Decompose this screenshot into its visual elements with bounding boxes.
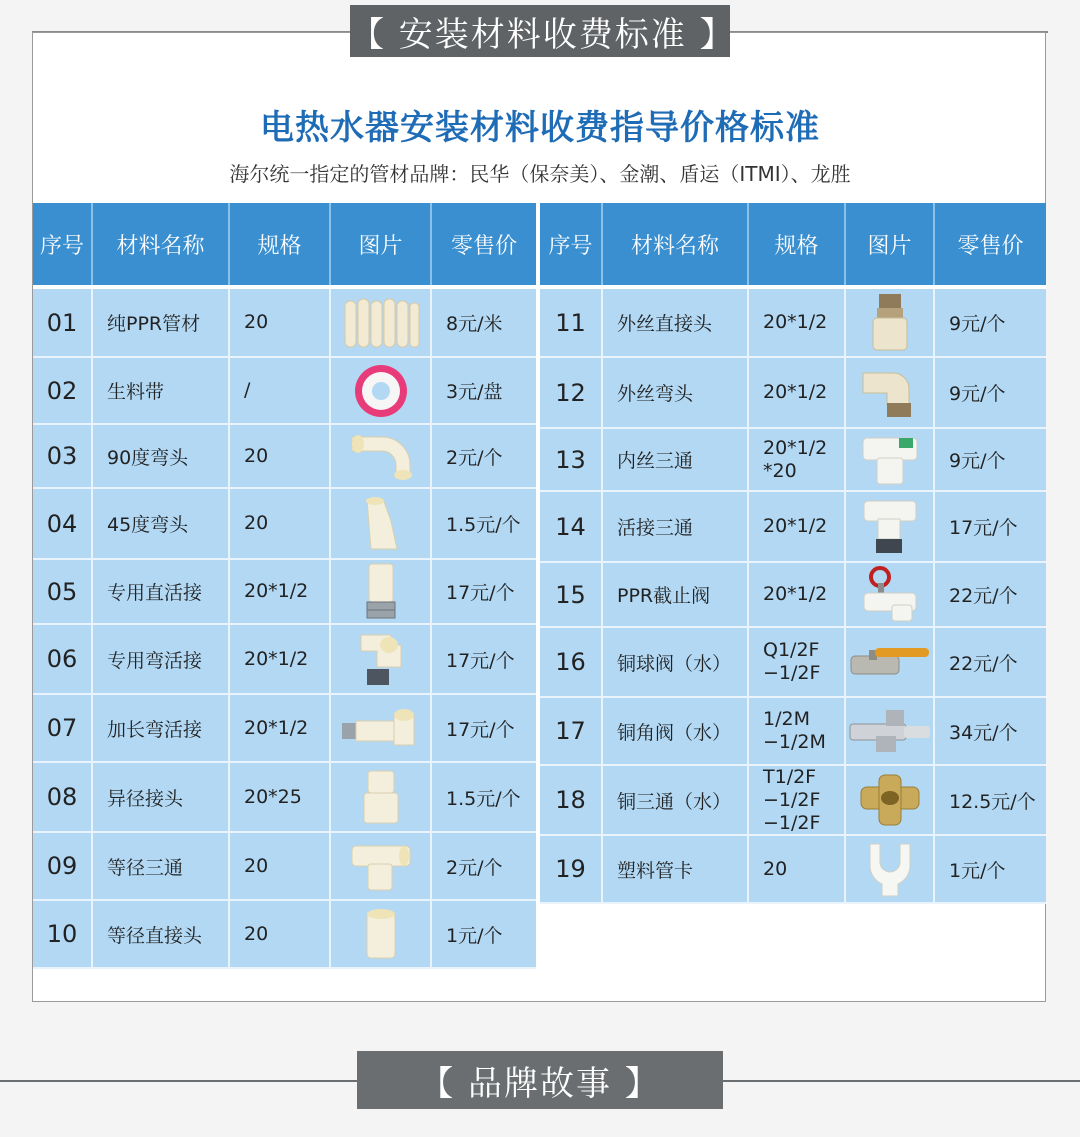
material-name (603, 358, 749, 427)
retail-price (935, 836, 1046, 902)
material-name-text: 内丝三通 (617, 450, 694, 472)
section-banner-install: 【 安装材料收费标准 】 (350, 5, 730, 57)
spec (230, 560, 331, 623)
material-name-text: 铜球阀（水） (617, 652, 732, 675)
table-row (33, 695, 536, 763)
retail-price-text: 17元/个 (446, 718, 515, 741)
row-number-text: 17 (555, 717, 586, 745)
table-row (33, 425, 536, 489)
union-tee-icon (860, 497, 920, 557)
column-header: 规格 (230, 203, 331, 285)
long-elbow-union-icon (338, 705, 424, 751)
row-number (33, 763, 93, 831)
male-thread-coupling-icon (865, 292, 915, 354)
retail-price-text: 22元/个 (949, 585, 1018, 607)
retail-price (432, 695, 536, 761)
row-number (540, 766, 603, 834)
spec-text: 20 (763, 857, 788, 880)
table-row (540, 766, 1046, 836)
retail-price (935, 563, 1046, 626)
retail-price (935, 766, 1046, 834)
column-header: 图片 (846, 203, 935, 285)
retail-price-text: 8元/米 (446, 313, 503, 335)
table-row (540, 836, 1046, 904)
retail-price (432, 425, 536, 487)
price-table-right (540, 203, 1046, 904)
table-row (33, 625, 536, 695)
material-name (93, 358, 230, 423)
row-number-text: 14 (555, 512, 586, 541)
elbow-90-icon (346, 431, 416, 481)
row-number (540, 563, 603, 626)
spec-text: 20*1/2 (244, 580, 309, 602)
spec-text: 20*1/2 (763, 311, 828, 333)
retail-price (935, 628, 1046, 696)
spec (749, 289, 846, 356)
row-number (33, 425, 93, 487)
row-number (33, 625, 93, 693)
retail-price-text: 1元/个 (446, 924, 503, 947)
table-row (33, 833, 536, 901)
material-name-text: 专用弯活接 (107, 649, 203, 672)
spec (230, 901, 331, 967)
table-row (33, 901, 536, 969)
retail-price-text: 1.5元/个 (446, 787, 521, 810)
table-row (540, 563, 1046, 628)
retail-price (935, 698, 1046, 764)
product-image (846, 563, 935, 626)
product-image (331, 289, 432, 356)
material-name-text: 生料带 (107, 381, 165, 403)
retail-price (432, 625, 536, 693)
row-number (540, 698, 603, 764)
spec (749, 358, 846, 427)
material-name-text: 塑料管卡 (617, 859, 694, 882)
table-row (540, 698, 1046, 766)
material-name (603, 698, 749, 764)
material-name-text: 活接三通 (617, 517, 694, 539)
table-row (33, 289, 536, 358)
row-number-text: 18 (555, 786, 586, 814)
table-row (33, 560, 536, 625)
column-header: 图片 (331, 203, 432, 285)
material-name-text: 等径三通 (107, 856, 184, 879)
spec-text: 20*1/2 (763, 583, 828, 605)
retail-price (432, 560, 536, 623)
spec-text: 20 (244, 512, 269, 534)
row-number (33, 358, 93, 423)
pipe-clip-icon (862, 838, 918, 900)
product-image (331, 560, 432, 623)
retail-price-text: 17元/个 (949, 517, 1018, 539)
spec (749, 766, 846, 834)
row-number-text: 03 (46, 442, 78, 470)
row-number (540, 358, 603, 427)
material-name (603, 492, 749, 561)
retail-price-text: 22元/个 (949, 652, 1018, 675)
spec-text: 20*1/2 *20 (763, 436, 828, 482)
material-name-text: 外丝弯头 (617, 383, 694, 405)
brass-tee-icon (857, 773, 923, 827)
table-row (540, 628, 1046, 698)
row-number-text: 19 (555, 855, 586, 883)
retail-price-text: 34元/个 (949, 721, 1018, 744)
equal-tee-icon (348, 840, 414, 892)
row-number (540, 628, 603, 696)
row-number-text: 07 (46, 714, 78, 742)
stop-valve-icon (858, 565, 922, 625)
retail-price (432, 358, 536, 423)
material-name-text: 外丝直接头 (617, 313, 713, 335)
retail-price-text: 1.5元/个 (446, 514, 521, 536)
column-header: 材料名称 (603, 203, 749, 285)
product-image (331, 358, 432, 423)
table-row (540, 429, 1046, 492)
material-name (93, 901, 230, 967)
retail-price-text: 9元/个 (949, 450, 1006, 472)
material-name-text: PPR截止阀 (617, 585, 711, 607)
material-name (603, 766, 749, 834)
row-number-text: 08 (46, 783, 78, 811)
spec-text: 20 (244, 922, 269, 945)
spec (230, 289, 331, 356)
spec-text: 20*1/2 (763, 515, 828, 537)
row-number-text: 01 (46, 308, 78, 337)
product-image (331, 695, 432, 761)
spec-text: 20 (244, 444, 269, 467)
row-number-text: 06 (46, 645, 78, 673)
material-name-text: 等径直接头 (107, 924, 203, 947)
material-name-text: 纯PPR管材 (107, 313, 201, 335)
spec (230, 625, 331, 693)
column-header: 零售价 (957, 233, 1024, 259)
spec-text: / (244, 379, 251, 401)
retail-price-text: 12.5元/个 (949, 790, 1036, 813)
row-number (33, 833, 93, 899)
row-number-text: 04 (46, 509, 78, 538)
column-header: 材料名称 (93, 203, 230, 285)
retail-price-text: 9元/个 (949, 383, 1006, 405)
material-name (93, 425, 230, 487)
row-number-text: 12 (555, 378, 586, 407)
column-header: 零售价 (450, 233, 517, 259)
material-name (603, 836, 749, 902)
section-banner-brand-story: 【 品牌故事 】 (357, 1051, 723, 1109)
spec-text: 20 (244, 311, 269, 333)
material-name-text: 铜角阀（水） (617, 721, 732, 744)
material-name (93, 289, 230, 356)
retail-price-text: 17元/个 (446, 649, 515, 672)
product-image (331, 489, 432, 558)
retail-price (935, 358, 1046, 427)
spec-text: Q1/2F −1/2F (763, 639, 821, 684)
ppr-pipe-icon (341, 295, 421, 351)
spec (230, 763, 331, 831)
row-number-text: 13 (555, 445, 586, 474)
material-name-text: 铜三通（水） (617, 790, 732, 813)
product-image (846, 766, 935, 834)
row-number (33, 901, 93, 967)
material-name (93, 625, 230, 693)
column-header: 序号 (33, 203, 93, 285)
row-number-text: 02 (46, 376, 78, 405)
row-number-text: 15 (555, 580, 586, 609)
ball-valve-icon (847, 640, 933, 684)
table-row (33, 358, 536, 425)
retail-price (432, 489, 536, 558)
row-number (33, 489, 93, 558)
retail-price (432, 289, 536, 356)
row-number (33, 695, 93, 761)
material-name-text: 加长弯活接 (107, 718, 203, 741)
spec-text: 20 (244, 854, 269, 877)
column-header: 序号 (540, 203, 603, 285)
spec (749, 563, 846, 626)
table-row (33, 489, 536, 560)
product-image (331, 425, 432, 487)
page-title: 电热水器安装材料收费指导价格标准 (260, 108, 820, 148)
row-number-text: 10 (46, 920, 78, 948)
spec (749, 836, 846, 902)
retail-price-text: 2元/个 (446, 446, 503, 469)
table-row (540, 358, 1046, 429)
brand-subtitle: 海尔统一指定的管材品牌：民华（保奈美）、金潮、盾运（ITMI）、龙胜 (229, 162, 851, 186)
product-image (846, 358, 935, 427)
female-thread-tee-icon (859, 432, 921, 488)
retail-price-text: 1元/个 (949, 859, 1006, 882)
male-thread-elbow-icon (857, 365, 923, 421)
product-image (331, 901, 432, 967)
row-number-text: 09 (46, 852, 78, 880)
row-number-text: 11 (555, 308, 586, 337)
spec-text: T1/2F −1/2F −1/2F (763, 765, 821, 834)
row-number-text: 05 (46, 577, 78, 606)
table-header (33, 203, 536, 285)
spec (230, 425, 331, 487)
spec-text: 20*1/2 (244, 716, 309, 739)
product-image (846, 429, 935, 490)
angle-valve-icon (846, 706, 934, 756)
spec (230, 695, 331, 761)
material-name (603, 289, 749, 356)
material-name (93, 489, 230, 558)
spec-text: 20*1/2 (763, 381, 828, 403)
retail-price (935, 492, 1046, 561)
product-image (846, 289, 935, 356)
retail-price (432, 763, 536, 831)
material-name (93, 560, 230, 623)
product-image (846, 836, 935, 902)
spec (230, 833, 331, 899)
material-name (603, 628, 749, 696)
product-image (846, 492, 935, 561)
product-image (331, 625, 432, 693)
straight-union-icon (359, 562, 403, 622)
material-name-text: 异径接头 (107, 787, 184, 810)
table-row (540, 492, 1046, 563)
retail-price (432, 901, 536, 967)
material-name-text: 90度弯头 (107, 446, 189, 469)
material-name-text: 45度弯头 (107, 514, 189, 536)
ptfe-tape-icon (351, 363, 411, 419)
elbow-union-icon (353, 629, 409, 689)
row-number (540, 492, 603, 561)
product-image (331, 833, 432, 899)
price-table-left (33, 203, 536, 969)
column-header: 规格 (749, 203, 846, 285)
row-number (540, 289, 603, 356)
coupling-icon (359, 906, 403, 962)
reducer-icon (356, 767, 406, 827)
material-name (93, 763, 230, 831)
product-image (846, 698, 935, 764)
table-header (540, 203, 1046, 285)
spec (749, 628, 846, 696)
material-name (93, 695, 230, 761)
product-image (846, 628, 935, 696)
spec-text: 1/2M −1/2M (763, 708, 826, 753)
spec (749, 698, 846, 764)
retail-price (935, 289, 1046, 356)
material-name-text: 专用直活接 (107, 582, 203, 604)
spec (230, 489, 331, 558)
retail-price (432, 833, 536, 899)
table-row (540, 289, 1046, 358)
table-row (33, 763, 536, 833)
spec (230, 358, 331, 423)
product-image (331, 763, 432, 831)
retail-price-text: 3元/盘 (446, 381, 503, 403)
spec (749, 429, 846, 490)
row-number (540, 429, 603, 490)
row-number-text: 16 (555, 648, 586, 676)
spec-text: 20*25 (244, 785, 302, 808)
row-number (33, 289, 93, 356)
retail-price (935, 429, 1046, 490)
retail-price-text: 9元/个 (949, 313, 1006, 335)
retail-price-text: 2元/个 (446, 856, 503, 879)
material-name (603, 429, 749, 490)
retail-price-text: 17元/个 (446, 582, 515, 604)
row-number (33, 560, 93, 623)
material-name (603, 563, 749, 626)
spec-text: 20*1/2 (244, 647, 309, 670)
elbow-45-icon (353, 495, 409, 553)
material-name (93, 833, 230, 899)
spec (749, 492, 846, 561)
row-number (540, 836, 603, 902)
